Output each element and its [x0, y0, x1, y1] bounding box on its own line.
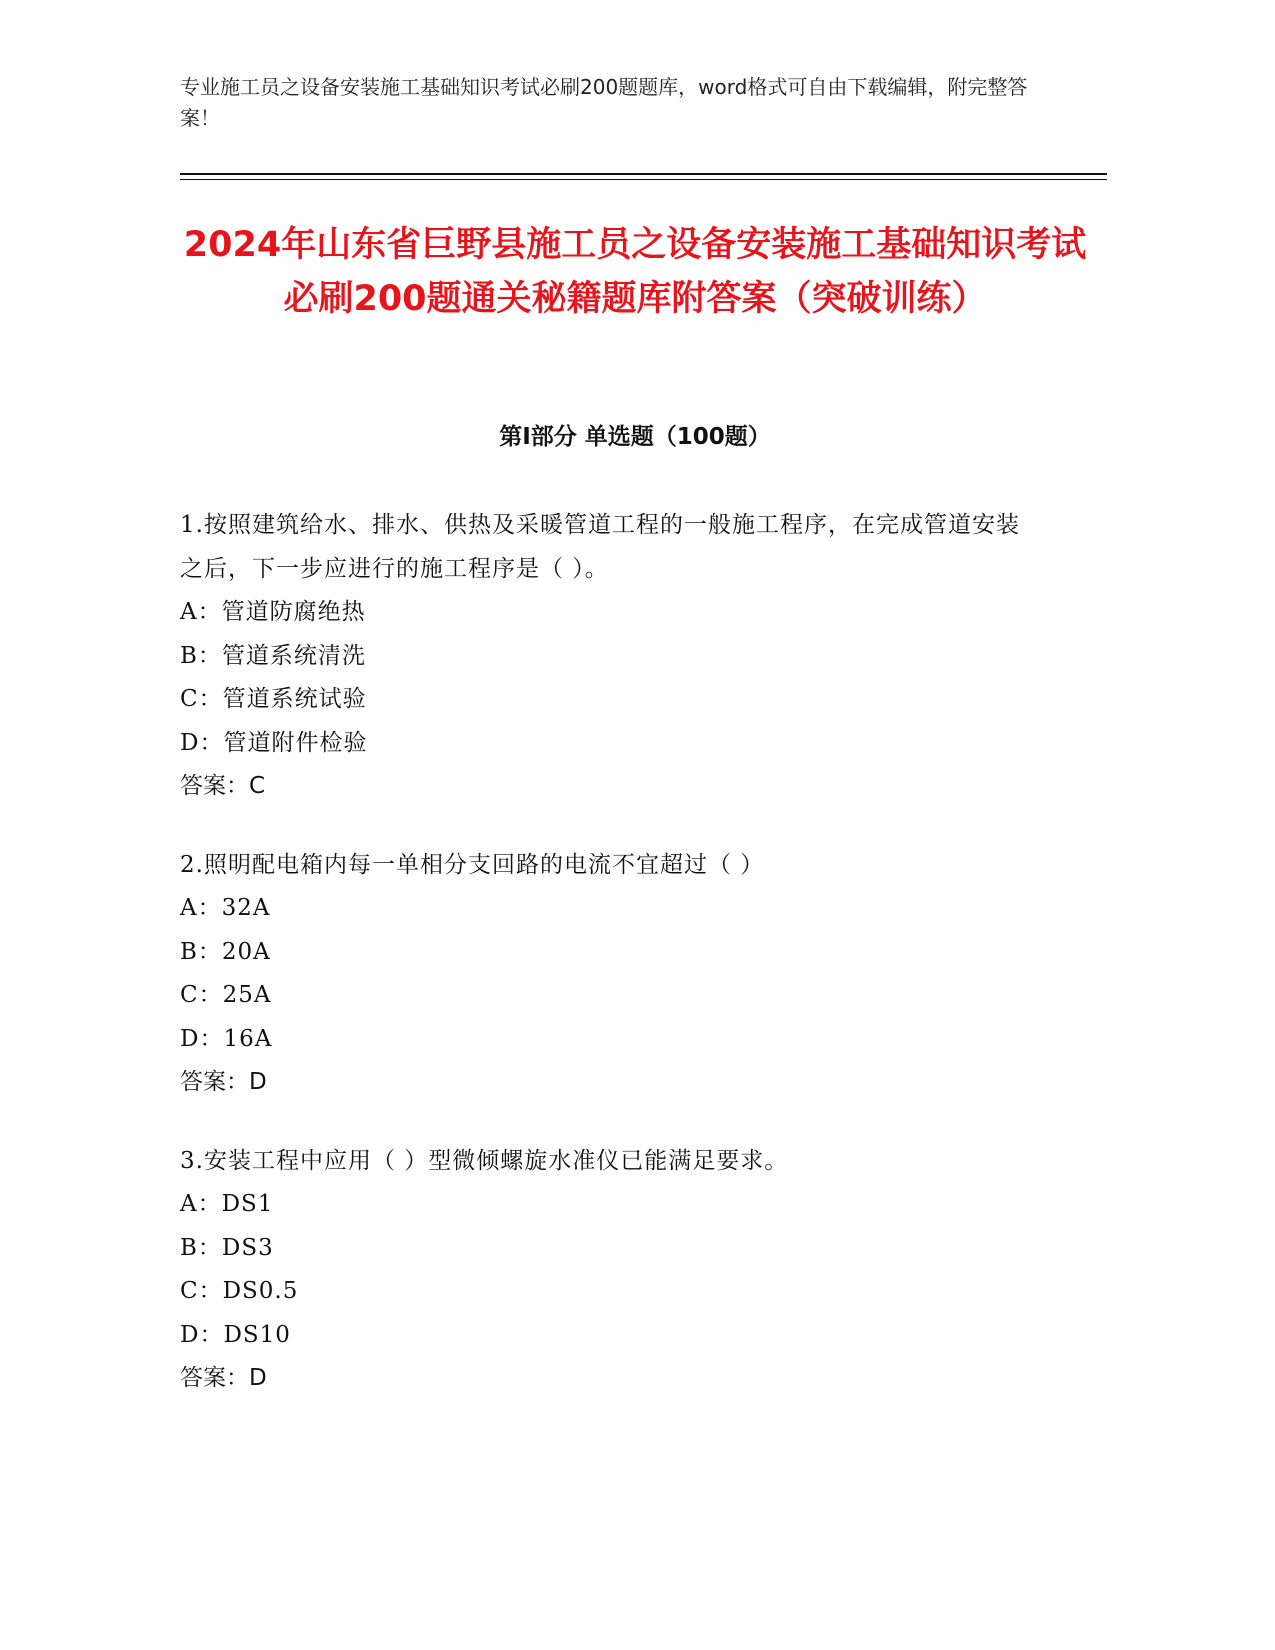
section-title: 第Ⅰ部分 单选题（100题）	[499, 424, 771, 450]
question-2	[180, 844, 1040, 1105]
option-a: A：DS1	[180, 1191, 274, 1217]
option-d: D：管道附件检验	[180, 729, 368, 756]
question-text: 2.照明配电箱内每一单相分支回路的电流不宜超过（ ）	[180, 851, 765, 878]
answer: 答案：C	[180, 773, 266, 799]
document-title: 2024年山东省巨野县施工员之设备安装施工基础知识考试必刷200题通关秘籍题库附答案（突破训练）	[183, 225, 1087, 319]
option-b: B：管道系统清洗	[180, 642, 366, 669]
option-c: C：DS0.5	[180, 1278, 299, 1304]
option-c: C：管道系统试验	[180, 686, 367, 712]
answer: 答案：D	[180, 1365, 267, 1391]
option-a: A：32A	[180, 895, 271, 921]
option-b: B：DS3	[180, 1234, 274, 1261]
header-note: 专业施工员之设备安装施工基础知识考试必刷200题题库，word格式可自由下载编辑，附完整答案！	[180, 75, 1028, 130]
option-c: C：25A	[180, 982, 272, 1008]
option-d: D：16A	[180, 1025, 273, 1052]
header-divider-thin	[180, 179, 1107, 180]
option-b: B：20A	[180, 938, 271, 965]
header-divider-thick	[180, 173, 1107, 175]
question-text: 1.按照建筑给水、排水、供热及采暖管道工程的一般施工程序，在完成管道安装之后，下一步应进行的施工程序是（ ）。	[180, 512, 1020, 582]
question-3	[180, 1140, 1040, 1401]
question-text: 3.安装工程中应用（ ）型微倾螺旋水准仪已能满足要求。	[180, 1147, 789, 1174]
option-d: D：DS10	[180, 1321, 291, 1348]
question-1	[180, 504, 1040, 809]
option-a: A：管道防腐绝热	[180, 599, 366, 625]
answer: 答案：D	[180, 1069, 267, 1095]
question-list	[180, 504, 1040, 1436]
